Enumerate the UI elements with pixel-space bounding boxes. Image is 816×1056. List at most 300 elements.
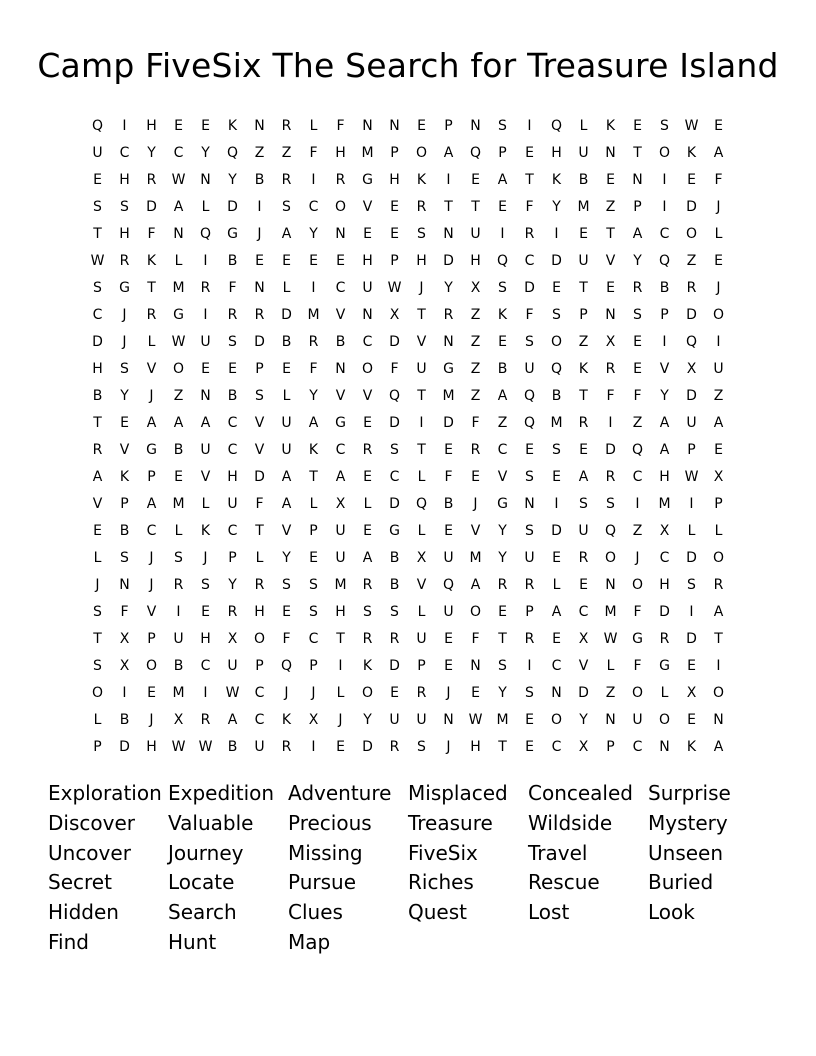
grid-letter: H — [119, 226, 130, 242]
word-list-item: Misplaced — [408, 781, 508, 805]
grid-letter: N — [605, 307, 616, 323]
grid-letter: D — [92, 334, 103, 350]
grid-letter: R — [308, 334, 319, 350]
grid-letter: S — [498, 118, 507, 134]
grid-row — [84, 410, 732, 437]
grid-letter: V — [416, 334, 427, 350]
grid-letter: I — [257, 199, 262, 215]
word-list-item: Pursue — [288, 870, 357, 895]
grid-letter: N — [362, 118, 373, 134]
grid-letter: T — [714, 631, 723, 647]
grid-letter: G — [443, 361, 454, 377]
grid-letter: E — [525, 739, 534, 755]
word-list-item: Secret — [48, 870, 112, 895]
grid-letter: H — [470, 253, 481, 269]
grid-letter: E — [633, 361, 642, 377]
grid-letter: P — [498, 145, 507, 161]
grid-letter: C — [551, 658, 562, 674]
grid-letter: J — [149, 550, 154, 566]
grid-letter: Q — [604, 523, 617, 539]
word-list-item: Map — [288, 929, 331, 954]
grid-letter: O — [334, 199, 347, 215]
grid-letter: V — [146, 604, 157, 620]
grid-letter: R — [335, 172, 346, 188]
grid-letter: Z — [632, 415, 643, 431]
grid-letter: C — [659, 226, 670, 242]
grid-letter: L — [201, 496, 210, 512]
grid-letter: R — [362, 631, 373, 647]
grid-letter: O — [361, 361, 374, 377]
grid-letter: L — [255, 550, 264, 566]
grid-letter: O — [550, 334, 563, 350]
grid-letter: J — [149, 388, 154, 404]
grid-letter: N — [200, 388, 211, 404]
grid-letter: I — [662, 199, 667, 215]
grid-letter: N — [173, 226, 184, 242]
grid-letter: T — [93, 631, 102, 647]
grid-letter: U — [416, 631, 427, 647]
grid-letter: E — [687, 658, 696, 674]
grid-letter: X — [470, 280, 481, 296]
grid-letter: D — [605, 442, 616, 458]
grid-letter: F — [606, 388, 615, 404]
grid-letter: E — [498, 199, 507, 215]
grid-letter: Q — [199, 226, 212, 242]
grid-row — [84, 221, 732, 248]
grid-letter: S — [120, 361, 129, 377]
grid-letter: R — [713, 577, 724, 593]
grid-row — [84, 383, 732, 410]
grid-letter: A — [92, 469, 103, 485]
grid-letter: A — [146, 415, 157, 431]
grid-letter: F — [471, 631, 480, 647]
grid-letter: T — [498, 631, 507, 647]
grid-letter: C — [389, 469, 400, 485]
grid-letter: F — [147, 226, 156, 242]
grid-letter: A — [173, 199, 184, 215]
grid-letter: D — [551, 523, 562, 539]
grid-letter: R — [362, 442, 373, 458]
grid-letter: U — [362, 280, 373, 296]
grid-letter: X — [335, 496, 346, 512]
grid-letter: A — [281, 469, 292, 485]
grid-letter: M — [577, 199, 590, 215]
grid-letter: D — [227, 199, 238, 215]
grid-letter: L — [552, 577, 561, 593]
grid-letter: E — [228, 361, 237, 377]
grid-row — [84, 302, 732, 329]
grid-letter: K — [686, 739, 697, 755]
grid-letter: F — [255, 496, 264, 512]
grid-letter: F — [525, 199, 534, 215]
grid-letter: E — [687, 172, 696, 188]
grid-letter: U — [281, 442, 292, 458]
grid-letter: U — [443, 604, 454, 620]
grid-letter: V — [200, 469, 211, 485]
grid-letter: Z — [632, 523, 643, 539]
grid-letter: F — [471, 415, 480, 431]
grid-letter: X — [605, 334, 616, 350]
grid-letter: J — [716, 280, 721, 296]
grid-letter: V — [470, 523, 481, 539]
grid-letter: J — [95, 577, 100, 593]
grid-letter: E — [498, 334, 507, 350]
grid-letter: L — [714, 523, 723, 539]
grid-letter: L — [282, 280, 291, 296]
grid-letter: K — [308, 442, 319, 458]
grid-letter: W — [198, 739, 213, 755]
grid-letter: M — [442, 388, 455, 404]
grid-letter: O — [145, 658, 158, 674]
grid-letter: S — [93, 199, 102, 215]
grid-letter: B — [551, 388, 562, 404]
grid-letter: L — [336, 685, 345, 701]
grid-row — [84, 113, 732, 140]
grid-letter: M — [172, 685, 185, 701]
letter-grid — [84, 113, 732, 761]
word-list-item: Rescue — [528, 870, 600, 895]
grid-letter: D — [389, 415, 400, 431]
grid-letter: V — [119, 442, 130, 458]
grid-letter: R — [92, 442, 103, 458]
grid-letter: D — [146, 199, 157, 215]
grid-letter: O — [658, 145, 671, 161]
word-list-item: Locate — [168, 870, 235, 895]
grid-letter: Z — [470, 307, 481, 323]
grid-letter: U — [335, 550, 346, 566]
grid-letter: H — [470, 739, 481, 755]
grid-letter: R — [227, 307, 238, 323]
grid-letter: D — [389, 658, 400, 674]
grid-letter: B — [119, 523, 130, 539]
grid-row — [84, 707, 732, 734]
grid-letter: E — [552, 280, 561, 296]
grid-letter: L — [687, 523, 696, 539]
grid-letter: U — [200, 442, 211, 458]
grid-letter: R — [497, 577, 508, 593]
grid-letter: H — [335, 145, 346, 161]
grid-letter: F — [282, 631, 291, 647]
grid-letter: Y — [309, 226, 318, 242]
grid-letter: I — [338, 658, 343, 674]
grid-letter: C — [254, 685, 265, 701]
grid-letter: B — [254, 172, 265, 188]
grid-letter: M — [604, 604, 617, 620]
grid-letter: J — [149, 712, 154, 728]
grid-letter: S — [552, 442, 561, 458]
grid-letter: J — [419, 280, 424, 296]
grid-letter: E — [282, 361, 291, 377]
grid-letter: O — [631, 685, 644, 701]
grid-letter: S — [687, 577, 696, 593]
grid-letter: J — [257, 226, 262, 242]
grid-letter: D — [686, 307, 697, 323]
grid-letter: L — [147, 334, 156, 350]
grid-letter: D — [389, 334, 400, 350]
grid-letter: T — [579, 388, 588, 404]
grid-letter: C — [308, 199, 319, 215]
grid-letter: J — [284, 685, 289, 701]
grid-letter: U — [470, 226, 481, 242]
grid-letter: R — [389, 739, 400, 755]
grid-letter: N — [254, 280, 265, 296]
grid-letter: B — [281, 334, 292, 350]
grid-letter: R — [578, 415, 589, 431]
word-list-item: Search — [168, 900, 237, 925]
grid-letter: A — [497, 388, 508, 404]
grid-letter: O — [253, 631, 266, 647]
grid-letter: V — [605, 253, 616, 269]
grid-letter: B — [659, 280, 670, 296]
grid-row — [84, 167, 732, 194]
grid-letter: N — [551, 685, 562, 701]
grid-letter: G — [119, 280, 130, 296]
grid-letter: P — [390, 253, 399, 269]
grid-letter: I — [446, 172, 451, 188]
grid-letter: S — [255, 388, 264, 404]
grid-letter: P — [147, 631, 156, 647]
grid-letter: C — [632, 739, 643, 755]
grid-letter: H — [659, 469, 670, 485]
grid-letter: A — [146, 496, 157, 512]
grid-letter: U — [254, 739, 265, 755]
grid-letter: Q — [280, 658, 293, 674]
grid-letter: U — [443, 550, 454, 566]
grid-letter: S — [525, 469, 534, 485]
grid-letter: E — [714, 253, 723, 269]
grid-letter: N — [254, 118, 265, 134]
word-list-item: Lost — [528, 900, 570, 925]
word-list-item: Exploration — [48, 781, 162, 805]
grid-letter: V — [362, 199, 373, 215]
grid-letter: B — [335, 334, 346, 350]
grid-letter: Y — [120, 388, 129, 404]
grid-letter: U — [281, 415, 292, 431]
grid-letter: R — [254, 307, 265, 323]
grid-letter: N — [389, 118, 400, 134]
grid-letter: Z — [470, 334, 481, 350]
grid-letter: E — [552, 469, 561, 485]
grid-letter: J — [635, 550, 640, 566]
grid-letter: L — [93, 712, 102, 728]
grid-row — [84, 734, 732, 761]
grid-letter: T — [309, 469, 318, 485]
grid-letter: K — [416, 172, 427, 188]
grid-letter: X — [173, 712, 184, 728]
grid-letter: S — [606, 496, 615, 512]
grid-letter: A — [335, 469, 346, 485]
grid-letter: S — [660, 118, 669, 134]
grid-letter: U — [335, 523, 346, 539]
grid-letter: I — [311, 172, 316, 188]
grid-letter: E — [255, 253, 264, 269]
grid-letter: R — [524, 631, 535, 647]
grid-letter: C — [173, 145, 184, 161]
grid-letter: S — [525, 523, 534, 539]
grid-letter: W — [171, 334, 186, 350]
grid-letter: R — [362, 577, 373, 593]
grid-letter: R — [119, 253, 130, 269]
grid-letter: M — [361, 145, 374, 161]
grid-letter: A — [713, 145, 724, 161]
grid-letter: N — [119, 577, 130, 593]
grid-letter: L — [417, 604, 426, 620]
grid-letter: F — [525, 307, 534, 323]
grid-letter: E — [201, 118, 210, 134]
grid-letter: W — [468, 712, 483, 728]
grid-letter: B — [389, 577, 400, 593]
grid-letter: E — [363, 226, 372, 242]
grid-letter: I — [662, 172, 667, 188]
grid-letter: C — [362, 334, 373, 350]
grid-letter: V — [92, 496, 103, 512]
grid-letter: U — [92, 145, 103, 161]
grid-letter: H — [362, 253, 373, 269]
grid-letter: U — [524, 550, 535, 566]
grid-letter: L — [363, 496, 372, 512]
grid-letter: E — [390, 226, 399, 242]
grid-letter: K — [497, 307, 508, 323]
grid-letter: W — [171, 739, 186, 755]
grid-letter: Z — [470, 388, 481, 404]
grid-letter: E — [93, 172, 102, 188]
grid-letter: T — [336, 631, 345, 647]
grid-letter: S — [282, 577, 291, 593]
grid-letter: G — [659, 658, 670, 674]
grid-letter: Q — [685, 334, 698, 350]
grid-letter: T — [525, 172, 534, 188]
grid-letter: U — [227, 658, 238, 674]
grid-letter: Y — [309, 388, 318, 404]
grid-letter: E — [687, 712, 696, 728]
grid-letter: D — [254, 469, 265, 485]
grid-letter: R — [524, 226, 535, 242]
grid-letter: O — [172, 361, 185, 377]
grid-letter: Y — [498, 523, 507, 539]
grid-letter: U — [389, 712, 400, 728]
grid-letter: Q — [550, 118, 563, 134]
grid-letter: B — [578, 172, 589, 188]
grid-letter: E — [282, 253, 291, 269]
grid-letter: J — [122, 334, 127, 350]
grid-letter: A — [308, 415, 319, 431]
grid-letter: V — [362, 388, 373, 404]
grid-letter: L — [579, 118, 588, 134]
word-list-item: Concealed — [528, 781, 633, 805]
grid-letter: P — [444, 118, 453, 134]
grid-row — [84, 545, 732, 572]
grid-letter: L — [417, 523, 426, 539]
grid-letter: P — [93, 739, 102, 755]
grid-letter: F — [309, 361, 318, 377]
grid-letter: U — [686, 415, 697, 431]
grid-letter: Z — [470, 361, 481, 377]
grid-letter: E — [390, 685, 399, 701]
grid-letter: V — [416, 577, 427, 593]
grid-letter: S — [417, 739, 426, 755]
grid-letter: Y — [282, 550, 291, 566]
grid-letter: R — [632, 280, 643, 296]
grid-letter: A — [470, 577, 481, 593]
grid-row — [84, 518, 732, 545]
grid-row — [84, 194, 732, 221]
grid-letter: Y — [579, 712, 588, 728]
grid-letter: A — [173, 415, 184, 431]
word-list-item: Find — [48, 929, 89, 954]
grid-letter: D — [119, 739, 130, 755]
grid-letter: L — [660, 685, 669, 701]
grid-letter: V — [254, 415, 265, 431]
word-list-item: Look — [648, 900, 695, 925]
grid-letter: A — [713, 604, 724, 620]
grid-letter: U — [227, 496, 238, 512]
grid-letter: U — [578, 523, 589, 539]
grid-letter: E — [444, 658, 453, 674]
grid-letter: Q — [496, 253, 509, 269]
grid-letter: O — [712, 550, 725, 566]
grid-letter: T — [633, 145, 642, 161]
grid-letter: M — [658, 496, 671, 512]
grid-letter: O — [685, 226, 698, 242]
grid-letter: P — [147, 469, 156, 485]
grid-letter: J — [446, 739, 451, 755]
grid-letter: T — [471, 199, 480, 215]
grid-letter: A — [227, 712, 238, 728]
grid-letter: I — [635, 496, 640, 512]
grid-letter: Q — [631, 442, 644, 458]
grid-letter: E — [363, 469, 372, 485]
grid-letter: A — [281, 226, 292, 242]
grid-letter: A — [443, 145, 454, 161]
grid-letter: P — [228, 550, 237, 566]
grid-letter: L — [714, 226, 723, 242]
grid-letter: R — [281, 118, 292, 134]
grid-letter: H — [227, 469, 238, 485]
grid-letter: Y — [660, 388, 669, 404]
grid-letter: C — [227, 442, 238, 458]
grid-row — [84, 653, 732, 680]
word-list-item: Valuable — [168, 810, 254, 835]
grid-letter: R — [200, 712, 211, 728]
grid-letter: E — [714, 442, 723, 458]
grid-letter: H — [416, 253, 427, 269]
grid-letter: I — [311, 280, 316, 296]
grid-letter: X — [578, 631, 589, 647]
grid-letter: P — [660, 307, 669, 323]
grid-letter: E — [201, 361, 210, 377]
grid-letter: C — [146, 523, 157, 539]
grid-letter: H — [146, 739, 157, 755]
grid-letter: T — [147, 280, 156, 296]
grid-letter: P — [525, 604, 534, 620]
word-list-item: Travel — [528, 840, 588, 865]
grid-letter: D — [362, 739, 373, 755]
grid-letter: R — [578, 550, 589, 566]
grid-letter: G — [335, 415, 346, 431]
grid-letter: L — [309, 496, 318, 512]
grid-letter: P — [255, 658, 264, 674]
grid-letter: G — [227, 226, 238, 242]
grid-letter: G — [389, 523, 400, 539]
grid-letter: C — [632, 469, 643, 485]
grid-letter: E — [201, 604, 210, 620]
grid-letter: C — [227, 415, 238, 431]
grid-letter: E — [174, 118, 183, 134]
grid-letter: E — [633, 118, 642, 134]
grid-letter: U — [632, 712, 643, 728]
grid-letter: P — [606, 739, 615, 755]
grid-letter: C — [335, 442, 346, 458]
